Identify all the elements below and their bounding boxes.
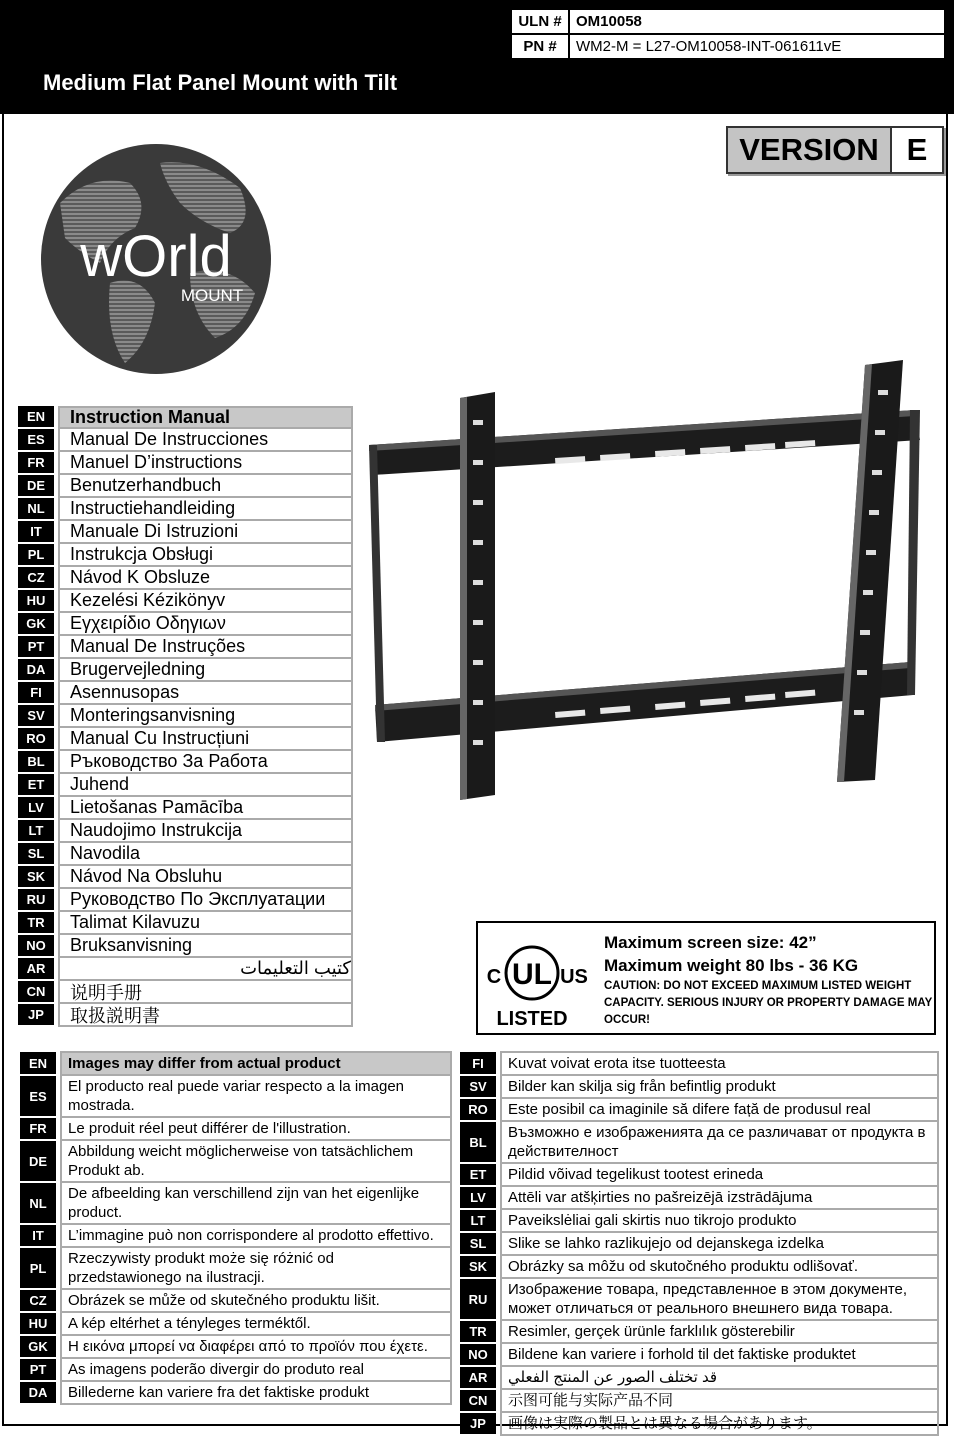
manual-title: Manual De Instrucciones bbox=[58, 429, 353, 452]
disclaimer-text: Η εικόνα μπορεί να διαφέρει από το προϊόν που έχετε. bbox=[61, 1335, 451, 1358]
language-code: ES bbox=[18, 429, 54, 452]
disclaimer-row bbox=[20, 1358, 451, 1381]
manual-row bbox=[18, 820, 353, 843]
ul-c: C bbox=[486, 966, 502, 988]
product-title: Medium Flat Panel Mount with Tilt bbox=[43, 70, 398, 95]
manual-title: Monteringsanvisning bbox=[58, 705, 353, 728]
language-code: SK bbox=[460, 1255, 496, 1278]
disclaimer-row bbox=[20, 1381, 451, 1404]
manual-row bbox=[18, 406, 353, 429]
max-weight: Maximum weight 80 lbs - 36 KG bbox=[604, 956, 859, 975]
disclaimer-table-right bbox=[460, 1051, 939, 1436]
disclaimer-row bbox=[460, 1389, 938, 1412]
manual-title: Juhend bbox=[58, 774, 353, 797]
manual-title: Manuale Di Istruzioni bbox=[58, 521, 353, 544]
disclaimer-row bbox=[20, 1182, 451, 1224]
disclaimer-row bbox=[20, 1289, 451, 1312]
manual-row bbox=[18, 705, 353, 728]
manual-title: Návod K Obsluze bbox=[58, 567, 353, 590]
caution-text: CAUTION: DO NOT EXCEED MAXIMUM LISTED WEIGHT CAPACITY. SERIOUS INJURY OR PROPERTY DAMAGE MAY OCCUR! bbox=[604, 980, 933, 1026]
manual-row bbox=[18, 751, 353, 774]
manual-row bbox=[18, 935, 353, 958]
language-code: CZ bbox=[20, 1289, 56, 1312]
disclaimer-row bbox=[460, 1232, 938, 1255]
language-code: LV bbox=[460, 1186, 496, 1209]
manual-row bbox=[18, 843, 353, 866]
language-code: NL bbox=[20, 1182, 56, 1224]
language-code: AR bbox=[460, 1366, 496, 1389]
version-value: E bbox=[892, 128, 942, 172]
ul-us: US bbox=[560, 966, 588, 988]
disclaimer-row bbox=[460, 1343, 938, 1366]
manual-row bbox=[18, 1004, 353, 1027]
disclaimer-text: Abbildung weicht möglicherweise von tatsächlichem Produkt ab. bbox=[61, 1140, 451, 1182]
disclaimer-text: Billederne kan variere fra det faktiske produkt bbox=[61, 1381, 451, 1404]
manual-row bbox=[18, 912, 353, 935]
manual-title: Asennusopas bbox=[58, 682, 353, 705]
language-code: JP bbox=[18, 1004, 54, 1027]
disclaimer-text: As imagens poderão divergir do produto real bbox=[61, 1358, 451, 1381]
manual-title: 说明手册 bbox=[58, 981, 353, 1004]
manual-row bbox=[18, 452, 353, 475]
language-code: PL bbox=[18, 544, 54, 567]
disclaimer-row bbox=[460, 1052, 938, 1075]
manual-row bbox=[18, 866, 353, 889]
pn-row bbox=[511, 34, 945, 59]
manual-row bbox=[18, 521, 353, 544]
language-code: CN bbox=[460, 1389, 496, 1412]
disclaimer-row bbox=[20, 1117, 451, 1140]
manual-row bbox=[18, 613, 353, 636]
manual-row bbox=[18, 774, 353, 797]
disclaimer-row bbox=[460, 1366, 938, 1389]
mount-product-image bbox=[355, 350, 945, 820]
language-code: DA bbox=[20, 1381, 56, 1404]
disclaimer-text: El producto real puede variar respecto a la imagen mostrada. bbox=[61, 1075, 451, 1117]
disclaimer-row bbox=[460, 1163, 938, 1186]
version-label: VERSION bbox=[728, 128, 892, 172]
language-code: LV bbox=[18, 797, 54, 820]
language-code: IT bbox=[18, 521, 54, 544]
language-code: CZ bbox=[18, 567, 54, 590]
language-code: BL bbox=[460, 1121, 496, 1163]
language-code: FR bbox=[18, 452, 54, 475]
manual-title: Naudojimo Instrukcija bbox=[58, 820, 353, 843]
disclaimer-text: 示图可能与实际产品不同 bbox=[501, 1389, 938, 1412]
language-code: RU bbox=[18, 889, 54, 912]
disclaimer-text: Kuvat voivat erota itse tuotteesta bbox=[501, 1052, 938, 1075]
manual-title: Руководство По Эксплуатации bbox=[58, 889, 353, 912]
language-code: ET bbox=[18, 774, 54, 797]
manual-row bbox=[18, 590, 353, 613]
language-code: FR bbox=[20, 1117, 56, 1140]
manual-title: Benutzerhandbuch bbox=[58, 475, 353, 498]
disclaimer-row bbox=[20, 1224, 451, 1247]
manual-row bbox=[18, 567, 353, 590]
disclaimer-row bbox=[460, 1255, 938, 1278]
language-code: SV bbox=[18, 705, 54, 728]
disclaimer-table-left bbox=[20, 1051, 452, 1405]
language-code: BL bbox=[18, 751, 54, 774]
language-code: GK bbox=[18, 613, 54, 636]
disclaimer-text: 画像は実際の製品とは異なる場合があります。 bbox=[501, 1412, 938, 1435]
manual-row bbox=[18, 889, 353, 912]
disclaimer-text: A kép eltérhet a tényleges terméktől. bbox=[61, 1312, 451, 1335]
disclaimer-row bbox=[20, 1052, 451, 1075]
manual-title: Navodila bbox=[58, 843, 353, 866]
disclaimer-row bbox=[20, 1312, 451, 1335]
disclaimer-row bbox=[460, 1098, 938, 1121]
manual-row bbox=[18, 682, 353, 705]
manual-title: Instruction Manual bbox=[58, 406, 353, 429]
manual-row bbox=[18, 797, 353, 820]
language-code: SL bbox=[460, 1232, 496, 1255]
disclaimer-text: Images may differ from actual product bbox=[61, 1052, 451, 1075]
disclaimer-text: Obrázky sa môžu od skutočného produktu odlišovať. bbox=[501, 1255, 938, 1278]
manual-row bbox=[18, 728, 353, 751]
manual-row bbox=[18, 498, 353, 521]
manual-row bbox=[18, 429, 353, 452]
language-code: NO bbox=[18, 935, 54, 958]
disclaimer-text: Изображение товара, представленное в этом документе, может отличаться от реального внешнего вида товара. bbox=[501, 1278, 938, 1320]
pn-label: PN # bbox=[511, 34, 569, 59]
disclaimer-row bbox=[20, 1075, 451, 1117]
manual-title: Návod Na Obsluhu bbox=[58, 866, 353, 889]
uln-value: OM10058 bbox=[569, 9, 945, 34]
uln-row bbox=[511, 9, 945, 34]
language-code: ET bbox=[460, 1163, 496, 1186]
manual-title: كتيب التعليمات bbox=[58, 958, 353, 981]
disclaimer-text: Obrázek se může od skutečného produktu lišit. bbox=[61, 1289, 451, 1312]
manual-row bbox=[18, 958, 353, 981]
manual-title: Manual Cu Instrucțiuni bbox=[58, 728, 353, 751]
language-code: RU bbox=[460, 1278, 496, 1320]
ul-text-block bbox=[604, 931, 934, 1029]
language-code: GK bbox=[20, 1335, 56, 1358]
manual-title: Bruksanvisning bbox=[58, 935, 353, 958]
language-code: JP bbox=[460, 1412, 496, 1435]
language-code: TR bbox=[18, 912, 54, 935]
language-code: SK bbox=[18, 866, 54, 889]
disclaimer-text: Bilder kan skilja sig från befintlig produkt bbox=[501, 1075, 938, 1098]
language-code: TR bbox=[460, 1320, 496, 1343]
disclaimer-row bbox=[460, 1186, 938, 1209]
manual-row bbox=[18, 544, 353, 567]
language-code: AR bbox=[18, 958, 54, 981]
disclaimer-text: Slike se lahko razlikujejo od dejanskega izdelka bbox=[501, 1232, 938, 1255]
language-code: EN bbox=[20, 1052, 56, 1075]
disclaimer-text: قد تختلف الصور عن المنتج الفعلي bbox=[501, 1366, 938, 1389]
language-code: FI bbox=[18, 682, 54, 705]
language-code: RO bbox=[18, 728, 54, 751]
version-box bbox=[726, 126, 944, 174]
ul-listed: LISTED bbox=[496, 1008, 568, 1030]
manual-title: Manual De Instruções bbox=[58, 636, 353, 659]
language-code: HU bbox=[20, 1312, 56, 1335]
disclaimer-text: Възможно е изображенията да се различават от продукта в действителност bbox=[501, 1121, 938, 1163]
language-code: DE bbox=[18, 475, 54, 498]
disclaimer-row bbox=[460, 1278, 938, 1320]
language-code: DE bbox=[20, 1140, 56, 1182]
manual-title: Εγχειρίδιο Οδηγιων bbox=[58, 613, 353, 636]
language-code: DA bbox=[18, 659, 54, 682]
id-table bbox=[510, 8, 946, 60]
disclaimer-row bbox=[20, 1247, 451, 1289]
disclaimer-row bbox=[460, 1209, 938, 1232]
disclaimer-text: Resimler, gerçek ürünle farklılık gösterebilir bbox=[501, 1320, 938, 1343]
disclaimer-text: Le produit réel peut différer de l'illustration. bbox=[61, 1117, 451, 1140]
manual-language-list bbox=[18, 406, 353, 1027]
manual-title: Lietošanas Pamācība bbox=[58, 797, 353, 820]
manual-row bbox=[18, 981, 353, 1004]
disclaimer-text: De afbeelding kan verschillend zijn van het eigenlijke product. bbox=[61, 1182, 451, 1224]
disclaimer-text: Bildene kan variere i forhold til det faktiske produktet bbox=[501, 1343, 938, 1366]
ul-warning-box bbox=[476, 921, 936, 1035]
language-code: SL bbox=[18, 843, 54, 866]
logo-word: wOrld bbox=[80, 224, 232, 289]
language-code: IT bbox=[20, 1224, 56, 1247]
language-code: HU bbox=[18, 590, 54, 613]
language-code: NL bbox=[18, 498, 54, 521]
world-mount-logo bbox=[40, 143, 272, 375]
ul-listed-logo bbox=[484, 945, 594, 1031]
language-code: CN bbox=[18, 981, 54, 1004]
manual-title: 取扱説明書 bbox=[58, 1004, 353, 1027]
uln-label: ULN # bbox=[511, 9, 569, 34]
manual-title: Manuel D’instructions bbox=[58, 452, 353, 475]
disclaimer-row bbox=[460, 1412, 938, 1435]
manual-title: Brugervejledning bbox=[58, 659, 353, 682]
language-code: LT bbox=[18, 820, 54, 843]
disclaimer-text: Rzeczywisty produkt może się różnić od przedstawionego na ilustracji. bbox=[61, 1247, 451, 1289]
header-bar bbox=[0, 0, 954, 114]
language-code: EN bbox=[18, 406, 54, 429]
manual-row bbox=[18, 659, 353, 682]
disclaimer-row bbox=[460, 1121, 938, 1163]
language-code: FI bbox=[460, 1052, 496, 1075]
manual-title: Instructiehandleiding bbox=[58, 498, 353, 521]
manual-title: Kezelési Kézikönyv bbox=[58, 590, 353, 613]
max-screen-size: Maximum screen size: 42” bbox=[604, 933, 817, 952]
disclaimer-text: Pildid võivad tegelikust tootest erineda bbox=[501, 1163, 938, 1186]
pn-value: WM2-M = L27-OM10058-INT-061611vE bbox=[569, 34, 945, 59]
manual-title: Talimat Kilavuzu bbox=[58, 912, 353, 935]
language-code: ES bbox=[20, 1075, 56, 1117]
disclaimer-text: Este posibil ca imaginile să difere față de produsul real bbox=[501, 1098, 938, 1121]
language-code: PL bbox=[20, 1247, 56, 1289]
ul-mark: UL bbox=[512, 958, 552, 991]
language-code: SV bbox=[460, 1075, 496, 1098]
manual-title: Ръководство За Работа bbox=[58, 751, 353, 774]
logo-sub: MOUNT bbox=[180, 286, 244, 305]
language-code: PT bbox=[20, 1358, 56, 1381]
disclaimer-row bbox=[20, 1335, 451, 1358]
manual-row bbox=[18, 475, 353, 498]
disclaimer-row bbox=[20, 1140, 451, 1182]
manual-title: Instrukcja Obsługi bbox=[58, 544, 353, 567]
disclaimer-text: Paveikslėliai gali skirtis nuo tikrojo produkto bbox=[501, 1209, 938, 1232]
language-code: PT bbox=[18, 636, 54, 659]
language-code: NO bbox=[460, 1343, 496, 1366]
manual-row bbox=[18, 636, 353, 659]
disclaimer-text: L’immagine può non corrispondere al prodotto effettivo. bbox=[61, 1224, 451, 1247]
language-code: LT bbox=[460, 1209, 496, 1232]
language-code: RO bbox=[460, 1098, 496, 1121]
disclaimer-text: Attēli var atšķirties no pašreizējā izstrādājuma bbox=[501, 1186, 938, 1209]
disclaimer-row bbox=[460, 1320, 938, 1343]
disclaimer-row bbox=[460, 1075, 938, 1098]
